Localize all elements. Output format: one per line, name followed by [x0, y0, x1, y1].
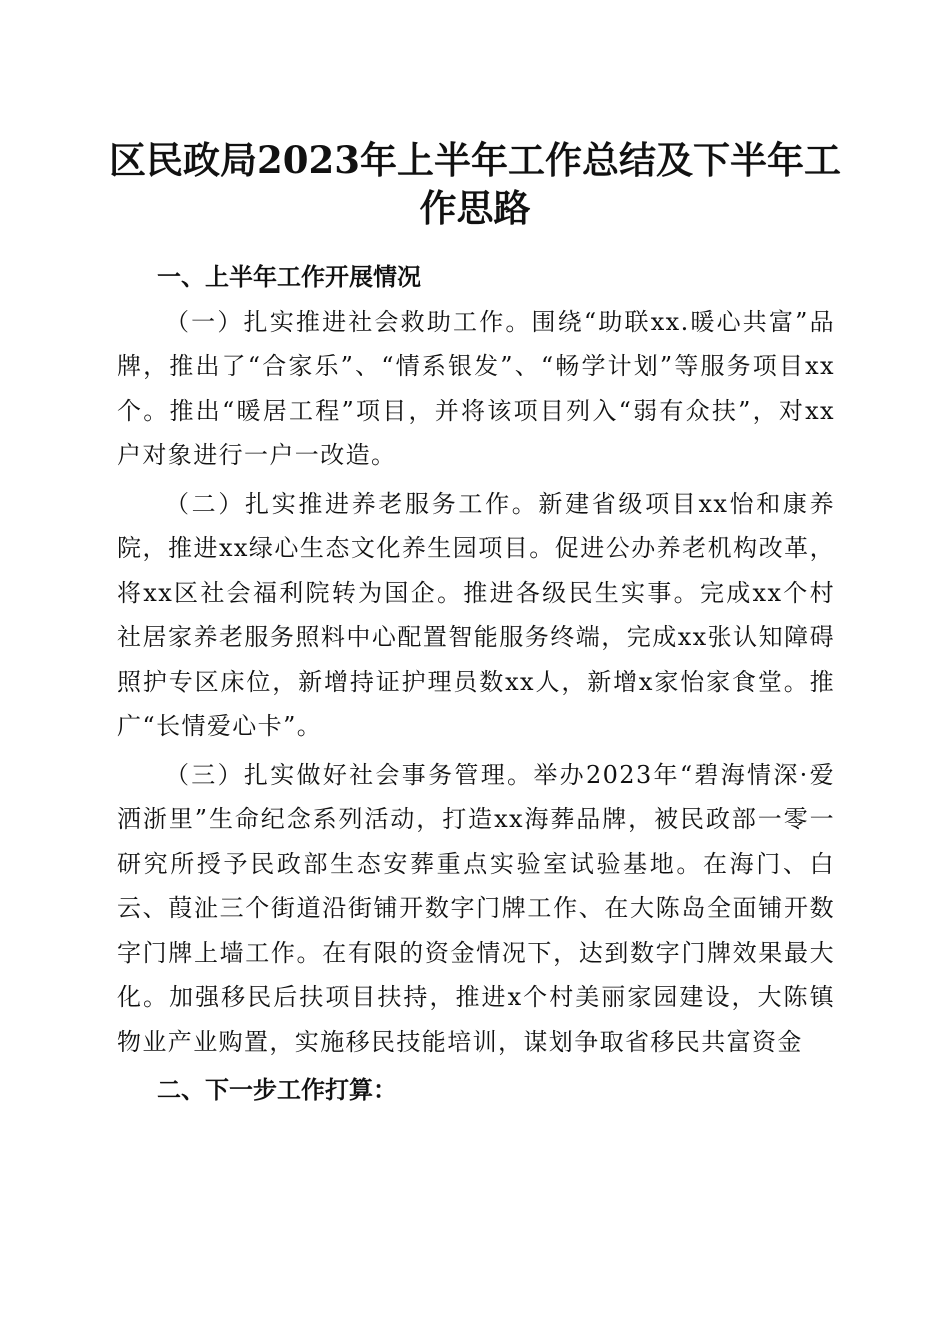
- paragraph-elderly-care: （二）扎实推进养老服务工作。新建省级项目xx怡和康养院，推进xx绿心生态文化养生园项目。促进公办养老机构改革，将xx区社会福利院转为国企。推进各级民生实事。完成xx个村社居家养老服务照料中心配置智能服务终端，完成xx张认知障碍照护专区床位，新增持证护理员数xx人，新增x家怡家食堂。推广“长情爱心卡”。: [117, 489, 835, 740]
- paragraph-social-affairs: （三）扎实做好社会事务管理。举办2023年“碧海情深·爱洒浙里”生命纪念系列活动，打造xx海葬品牌，被民政部一零一研究所授予民政部生态安葬重点实验室试验基地。在海门、白云、葭沚三个街道沿街铺开数字门牌工作、在大陈岛全面铺开数字门牌上墙工作。在有限的资金情况下，达到数字门牌效果最大化。加强移民后扶项目扶持，推进x个村美丽家园建设，大陈镇物业产业购置，实施移民技能培训，谋划争取省移民共富资金: [117, 760, 835, 1056]
- title-line-1: 区民政局2023年上半年工作总结及下半年工: [109, 138, 841, 182]
- title-line-2: 作思路: [419, 186, 531, 230]
- section-heading-1: 一、上半年工作开展情况: [157, 263, 421, 291]
- paragraph-social-assistance: （一）扎实推进社会救助工作。围绕“助联xx.暖心共富”品牌，推出了“合家乐”、“情系银发”、“畅学计划”等服务项目xx个。推出“暖居工程”项目，并将该项目列入“弱有众扶”，对xx户对象进行一户一改造。: [117, 307, 835, 469]
- document-body: [117, 255, 835, 1113]
- section-heading-2: 二、下一步工作打算：: [157, 1076, 397, 1104]
- document-title: [100, 136, 850, 232]
